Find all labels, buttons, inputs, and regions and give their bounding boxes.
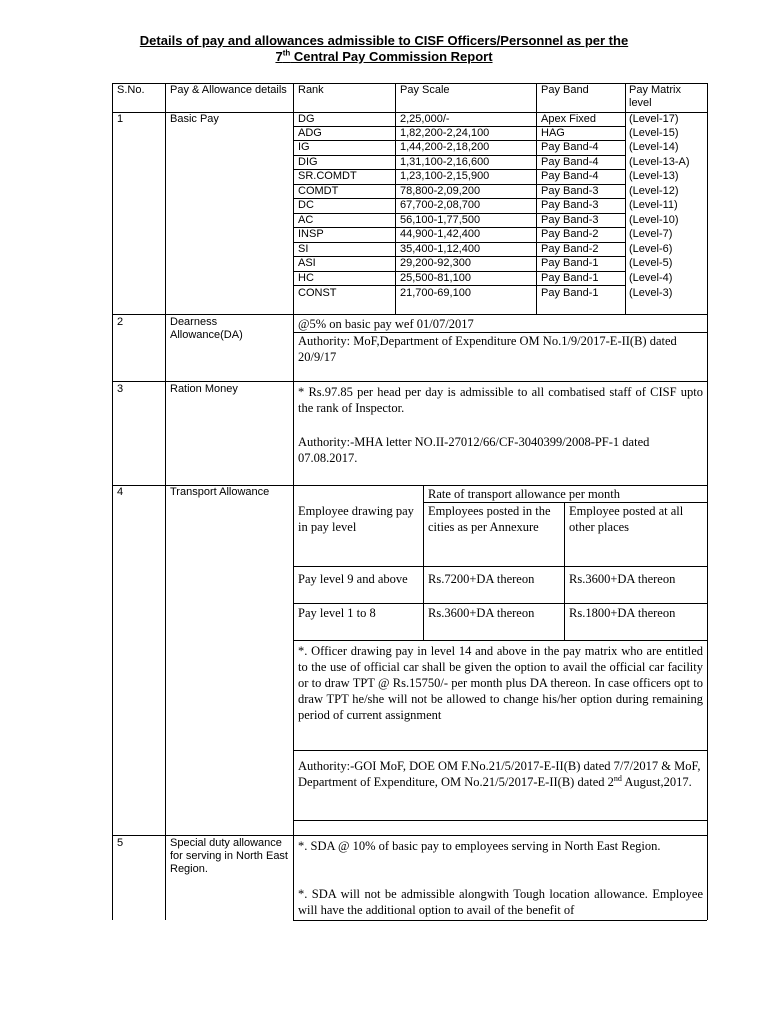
transport-authority-text: Authority:-GOI MoF, DOE OM F.No.21/5/2017-E-II(B) dated 7/7/2017 & MoF, Department of Expenditure, OM No.21/5/2017-E-II(B) dated 2	[298, 759, 701, 789]
pay-band-cell: Pay Band-2	[541, 243, 599, 255]
rank-cell: DC	[298, 199, 314, 211]
transport-authority-date: August,2017.	[621, 775, 692, 789]
sda-text1: *. SDA @ 10% of basic pay to employees serving in North East Region.	[298, 839, 661, 853]
transport-row2-other: Rs.1800+DA thereon	[569, 606, 676, 620]
transport-sno: 4	[117, 486, 124, 498]
pay-scale-cell: 1,31,100-2,16,600	[400, 156, 490, 168]
transport-row2-level: Pay level 1 to 8	[298, 606, 376, 620]
transport-rate-header: Rate of transport allowance per month	[428, 487, 620, 501]
header-details: Pay & Allowance details	[170, 84, 287, 96]
pay-scale-cell: 56,100-1,77,500	[400, 214, 481, 226]
pay-band-cell: Pay Band-3	[541, 199, 599, 211]
matrix-level-cell: (Level-11)	[629, 199, 678, 211]
header-pay-band: Pay Band	[541, 84, 589, 96]
pay-band-cell: Pay Band-4	[541, 156, 599, 168]
pay-band-cell: Pay Band-2	[541, 228, 599, 240]
ration-label: Ration Money	[170, 383, 238, 395]
rank-cell: INSP	[298, 228, 324, 240]
header-sno: S.No.	[117, 84, 145, 96]
transport-row2-cities: Rs.3600+DA thereon	[428, 606, 535, 620]
header-pay-matrix: Pay Matrix level	[629, 84, 681, 109]
sda-label: Special duty allowance for serving in North East Region.	[170, 837, 288, 875]
title-ordinal-suffix: th	[282, 48, 291, 58]
matrix-level-cell: (Level-12)	[629, 185, 679, 197]
matrix-level-cell: (Level-13-A)	[629, 156, 690, 168]
rank-cell: ADG	[298, 127, 322, 139]
rank-cell: DIG	[298, 156, 318, 168]
pay-scale-cell: 44,900-1,42,400	[400, 228, 481, 240]
pay-band-cell: Pay Band-1	[541, 272, 599, 284]
pay-scale-cell: 67,700-2,08,700	[400, 199, 481, 211]
rank-cell: DG	[298, 113, 315, 125]
pay-band-cell: Pay Band-1	[541, 287, 599, 299]
pay-band-cell: Pay Band-3	[541, 185, 599, 197]
rank-cell: HC	[298, 272, 314, 284]
pay-scale-cell: 78,800-2,09,200	[400, 185, 481, 197]
pay-scale-cell: 25,500-81,100	[400, 272, 471, 284]
matrix-level-cell: (Level-10)	[629, 214, 679, 226]
document-title-line1: Details of pay and allowances admissible to CISF Officers/Personnel as per the	[139, 33, 629, 48]
sda-text2: *. SDA will not be admissible alongwith Tough location allowance. Employee will have the additional option to avail of the benefit of	[298, 887, 703, 917]
matrix-level-cell: (Level-3)	[629, 287, 673, 299]
title-ordinal-number: 7	[275, 49, 283, 64]
da-authority: Authority: MoF,Department of Expenditure OM No.1/9/2017-E-II(B) dated 20/9/17	[298, 334, 677, 364]
rank-cell: SR.COMDT	[298, 170, 357, 182]
title-line2-text: Central Pay Commission Report	[290, 49, 493, 64]
da-label: Dearness Allowance(DA)	[170, 316, 243, 341]
matrix-level-cell: (Level-6)	[629, 243, 673, 255]
transport-col-other: Employee posted at all other places	[569, 504, 684, 534]
basic-pay-sno: 1	[117, 113, 124, 125]
transport-col-cities: Employees posted in the cities as per Annexure	[428, 504, 551, 534]
rank-cell: AC	[298, 214, 314, 226]
ration-sno: 3	[117, 383, 124, 395]
ration-text: * Rs.97.85 per head per day is admissible to all combatised staff of CISF upto the rank of Inspector.	[298, 385, 703, 415]
transport-authority	[298, 758, 703, 790]
matrix-level-cell: (Level-7)	[629, 228, 673, 240]
matrix-level-cell: (Level-4)	[629, 272, 673, 284]
pay-band-cell: Apex Fixed	[541, 113, 597, 125]
matrix-level-cell: (Level-17)	[629, 113, 679, 125]
matrix-level-cell: (Level-14)	[629, 141, 679, 153]
pay-band-cell: Pay Band-1	[541, 257, 599, 269]
header-pay-scale: Pay Scale	[400, 84, 450, 96]
da-rate: @5% on basic pay wef 01/07/2017	[298, 317, 474, 331]
pay-band-cell: Pay Band-4	[541, 170, 599, 182]
da-sno: 2	[117, 316, 124, 328]
rank-cell: COMDT	[298, 185, 339, 197]
pay-band-cell: Pay Band-3	[541, 214, 599, 226]
pay-scale-cell: 35,400-1,12,400	[400, 243, 481, 255]
pay-scale-cell: 29,200-92,300	[400, 257, 471, 269]
pay-scale-cell: 1,82,200-2,24,100	[400, 127, 490, 139]
matrix-level-cell: (Level-5)	[629, 257, 673, 269]
transport-note: *. Officer drawing pay in level 14 and above in the pay matrix who are entitled to the use of official car shall be given the option to avail the official car facility or to draw TPT @ Rs.15750/- per month plus DA thereon. In case officers opt to draw TPT he/she will not be allowed to change his/her option during remaining period of current assignment	[298, 644, 703, 722]
rank-cell: CONST	[298, 287, 337, 299]
rank-cell: ASI	[298, 257, 316, 269]
rank-cell: SI	[298, 243, 309, 255]
sda-sno: 5	[117, 837, 124, 849]
matrix-level-cell: (Level-15)	[629, 127, 679, 139]
transport-row1-level: Pay level 9 and above	[298, 572, 408, 586]
pay-scale-cell: 1,44,200-2,18,200	[400, 141, 490, 153]
pay-band-cell: HAG	[541, 127, 565, 139]
document-title-line2	[0, 49, 768, 64]
matrix-level-cell: (Level-13)	[629, 170, 679, 182]
pay-scale-cell: 1,23,100-2,15,900	[400, 170, 490, 182]
basic-pay-label: Basic Pay	[170, 113, 219, 125]
transport-col-level: Employee drawing pay in pay level	[298, 504, 414, 534]
pay-band-cell: Pay Band-4	[541, 141, 599, 153]
transport-row1-other: Rs.3600+DA thereon	[569, 572, 676, 586]
rank-cell: IG	[298, 141, 310, 153]
pay-scale-cell: 21,700-69,100	[400, 287, 471, 299]
ration-authority: Authority:-MHA letter NO.II-27012/66/CF-3040399/2008-PF-1 dated 07.08.2017.	[298, 435, 650, 465]
pay-scale-cell: 2,25,000/-	[400, 113, 450, 125]
transport-row1-cities: Rs.7200+DA thereon	[428, 572, 535, 586]
transport-authority-sup: nd	[613, 773, 622, 783]
transport-label: Transport Allowance	[170, 486, 270, 498]
header-rank: Rank	[298, 84, 324, 96]
